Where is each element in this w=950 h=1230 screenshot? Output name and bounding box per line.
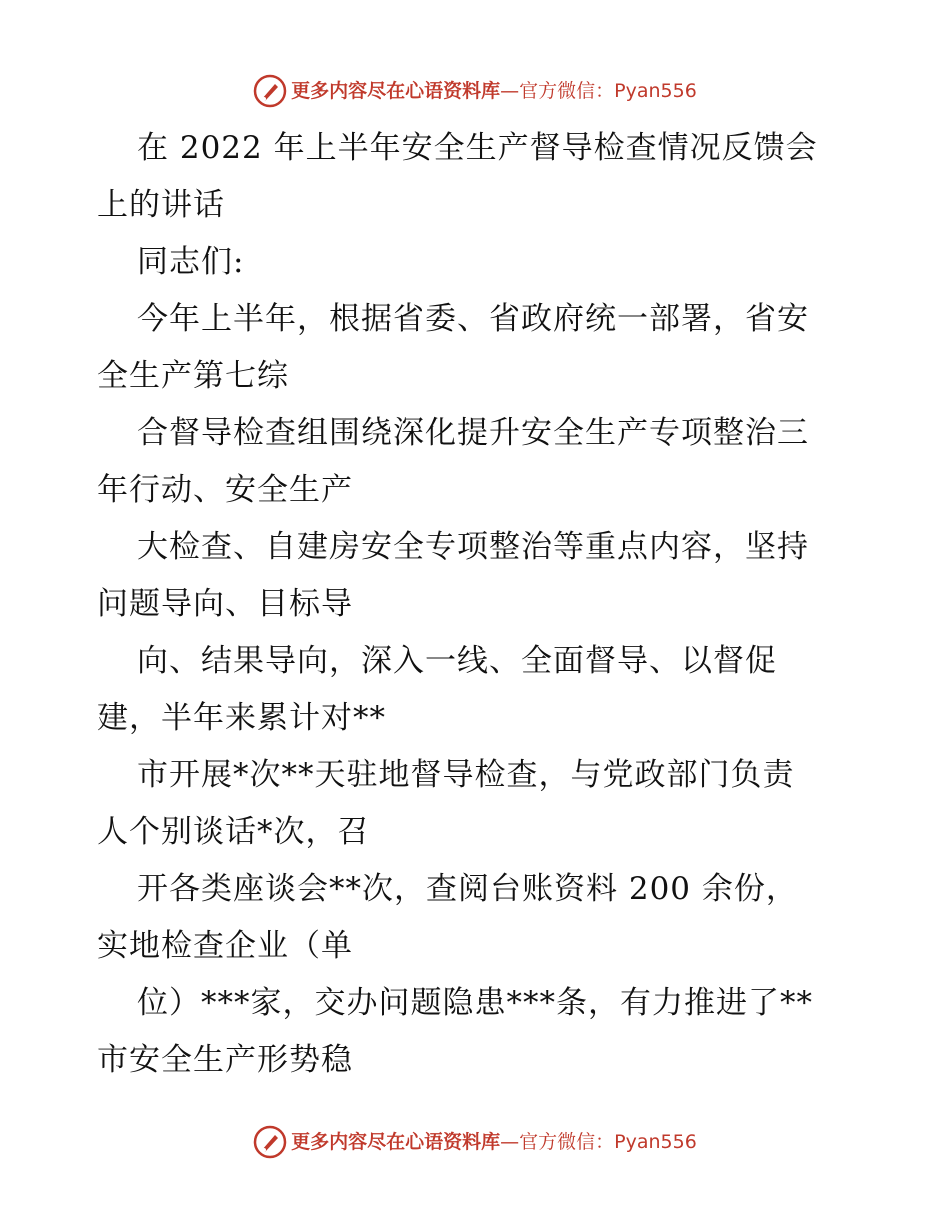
document-line: 全生产第七综 [97,358,289,394]
document-line: 实地检查企业（单 [97,928,353,964]
document-line: 市开展*次**天驻地督导检查，与党政部门负责 [137,757,795,793]
document-line: 开各类座谈会**次，查阅台账资料 200 余份， [137,871,798,907]
document-line: 同志们: [137,244,245,280]
document-line: 人个别谈话*次，召 [97,814,370,850]
document-line: 位）***家，交办问题隐患***条，有力推进了** [137,985,813,1021]
pen-nib-logo-icon [253,1125,287,1159]
document-line: 问题导向、目标导 [97,586,353,622]
watermark-right-text: 官方微信：Pyan556 [519,1131,697,1153]
document-line: 年行动、安全生产 [97,472,353,508]
header-watermark [0,74,950,108]
watermark-left-text: 更多内容尽在心语资料库 [291,1131,501,1153]
footer-watermark [0,1125,950,1159]
document-line: 大检查、自建房安全专项整治等重点内容，坚持 [137,529,809,565]
watermark-right-text: 官方微信：Pyan556 [519,80,697,102]
pen-nib-logo-icon [253,74,287,108]
document-line: 合督导检查组围绕深化提升安全生产专项整治三 [137,415,809,451]
document-line: 上的讲话 [97,187,225,223]
document-line: 市安全生产形势稳 [97,1042,353,1078]
watermark-dash: — [500,80,520,102]
document-line: 建，半年来累计对** [97,700,386,736]
document-body [97,120,857,1089]
watermark-dash: — [500,1131,520,1153]
document-line: 在 2022 年上半年安全生产督导检查情况反馈会 [137,130,818,166]
watermark-left-text: 更多内容尽在心语资料库 [291,80,501,102]
document-line: 向、结果导向，深入一线、全面督导、以督促 [137,643,777,679]
document-line: 今年上半年，根据省委、省政府统一部署，省安 [137,301,809,337]
